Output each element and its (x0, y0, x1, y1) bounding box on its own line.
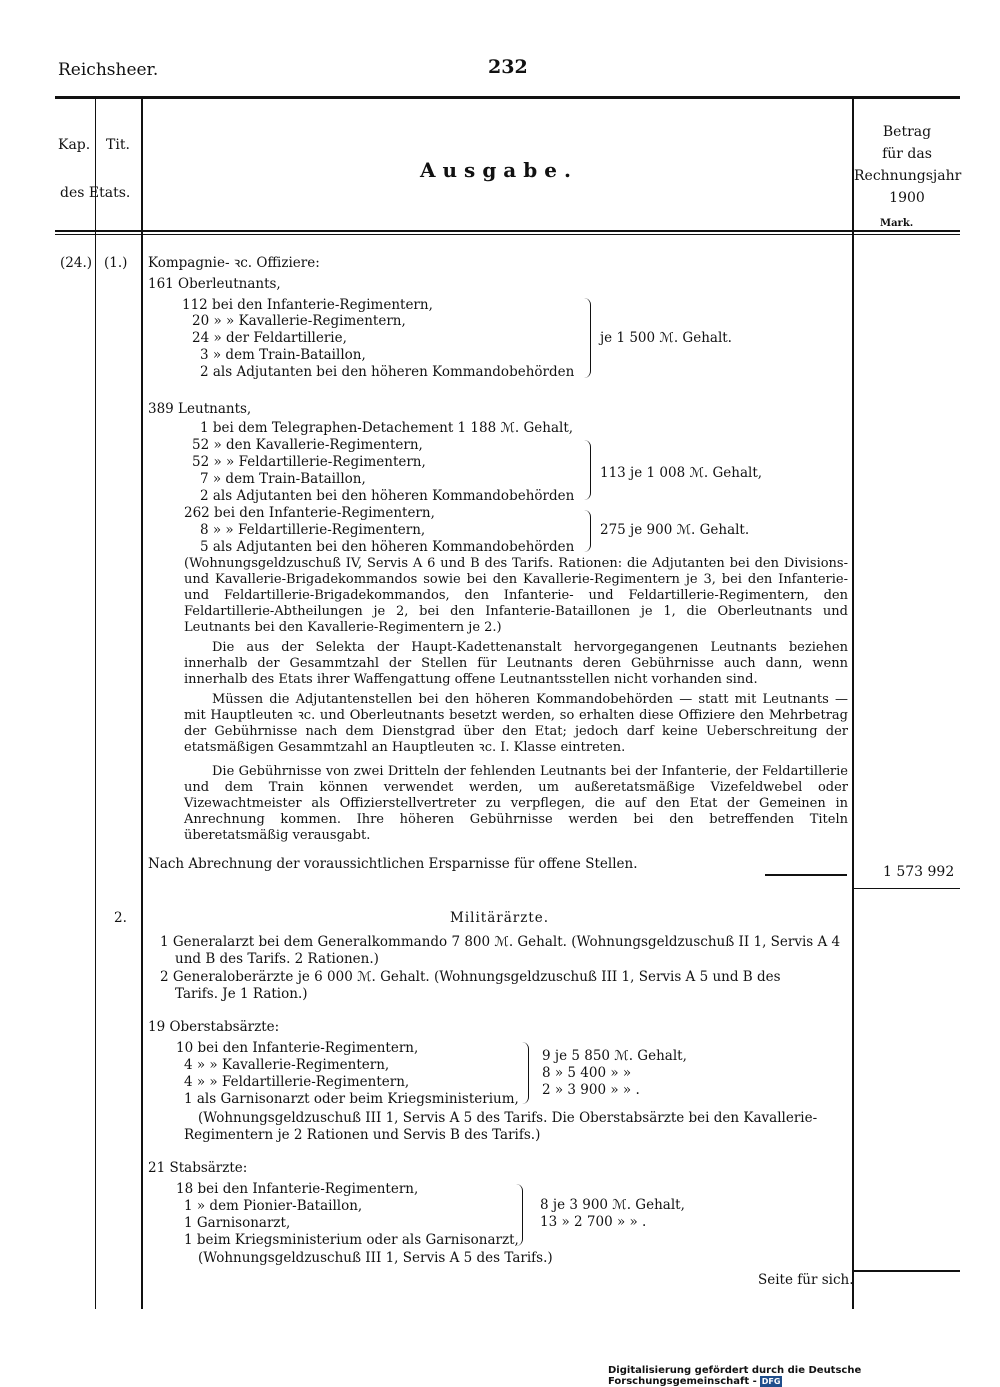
list-item: 3 » dem Train-Bataillon, (200, 347, 366, 363)
header-bottom-rule-2 (55, 234, 960, 235)
note-paragraph: Die aus der Selekta der Haupt-Kadettenanstalt hervorgegangenen Leutnants beziehen innerhalb der Gesammtzahl der Stellen für Leutnants deren Gebührnisse auch dann, wenn innerhalb des Etats ihrer Waffengattung offene Leutnantsstellen nicht vorhanden sind. (184, 640, 848, 687)
brace (584, 510, 591, 552)
generalarzt-line: 1 Generalarzt bei dem Generalkommando 7 800 ℳ. Gehalt. (Wohnungsgeldzuschuß II 1, Servis A 4 (160, 934, 841, 950)
list-item: 18 bei den Infanterie-Regimentern, (176, 1181, 419, 1197)
list-item: 5 als Adjutanten bei den höheren Kommandobehörden (200, 539, 575, 555)
col-sep-text-amount (852, 99, 854, 1309)
col-sep-tit-text (141, 99, 143, 1309)
seite-fuer-sich: Seite für sich. (758, 1272, 854, 1288)
generaloberarzt-line: Tarifs. Je 1 Ration.) (175, 986, 308, 1002)
des-etats-heading: des Etats. (60, 185, 131, 201)
oberstabsaerzte-heading: 19 Oberstabsärzte: (148, 1019, 280, 1035)
pay-text: 113 je 1 008 ℳ. Gehalt, (600, 465, 763, 481)
list-item: 2 als Adjutanten bei den höheren Kommandobehörden (200, 364, 575, 380)
betrag-line: Rechnungsjahr (854, 168, 962, 184)
list-item: 10 bei den Infanterie-Regimentern, (176, 1040, 419, 1056)
stabsaerzte-heading: 21 Stabsärzte: (148, 1160, 248, 1176)
brace (516, 1184, 523, 1246)
end-rule (854, 1270, 960, 1272)
header-bottom-rule (55, 230, 960, 232)
pay-text: 9 je 5 850 ℳ. Gehalt, (542, 1048, 687, 1064)
list-item: 24 » der Feldartillerie, (192, 330, 347, 346)
kap-heading: Kap. (58, 137, 91, 153)
pay-text: je 1 500 ℳ. Gehalt. (600, 330, 732, 346)
amount-rule (854, 888, 960, 889)
page-number: 232 (488, 56, 528, 78)
list-item: 112 bei den Infanterie-Regimentern, (182, 297, 433, 313)
list-item: 1 Garnisonarzt, (184, 1215, 291, 1231)
dfg-logo: DFG (761, 1377, 781, 1386)
list-item: 1 beim Kriegsministerium oder als Garnisonarzt, (184, 1232, 519, 1248)
betrag-line: für das (882, 146, 932, 162)
abrechnung-line: Nach Abrechnung der voraussichtlichen Ersparnisse für offene Stellen. (148, 856, 638, 872)
note-line: Regimentern je 2 Rationen und Servis B des Tarifs.) (184, 1127, 541, 1143)
col-sep-kap-tit (95, 99, 96, 1309)
list-item: 1 » dem Pionier-Bataillon, (184, 1198, 363, 1214)
leutnants-heading: 389 Leutnants, (148, 401, 252, 417)
total-amount: 1 573 992 (883, 864, 955, 880)
pay-text: 8 » 5 400 » » (542, 1065, 632, 1081)
betrag-heading (854, 121, 960, 209)
brace (522, 1042, 529, 1104)
tit-value-1: (1.) (104, 255, 128, 271)
mark-unit: Mark. (880, 218, 914, 229)
note-paragraph: Die Gebührnisse von zwei Dritteln der fehlenden Leutnants bei der Infanterie, der Feldartillerie und dem Train können verwendet werden, um außeretatsmäßige Vizefeldwebel oder Vizewachtmeister als Offizierstellvertreter zu verpflegen, die auf den Etat der Gemeinen in Anrechnung kommen. Ihre höheren Gebührnisse werden bei den betreffenden Titeln überetatsmäßig verausgabt. (184, 764, 848, 843)
list-item: 7 » dem Train-Bataillon, (200, 471, 366, 487)
list-item: 1 als Garnisonarzt oder beim Kriegsministerium, (184, 1091, 519, 1107)
footer-text: Digitalisierung gefördert durch die Deutsche Forschungsgemeinschaft - (608, 1365, 862, 1387)
generaloberarzt-line: 2 Generaloberärzte je 6 000 ℳ. Gehalt. (Wohnungsgeldzuschuß III 1, Servis A 5 und B des (160, 969, 781, 985)
generalarzt-line: und B des Tarifs. 2 Rationen.) (175, 951, 379, 967)
kap-value: (24.) (60, 255, 93, 271)
note-line: (Wohnungsgeldzuschuß III 1, Servis A 5 des Tarifs.) (198, 1250, 553, 1266)
oberleutnants-heading: 161 Oberleutnants, (148, 276, 281, 292)
pay-text: 8 je 3 900 ℳ. Gehalt, (540, 1197, 685, 1213)
note-line: (Wohnungsgeldzuschuß III 1, Servis A 5 des Tarifs. Die Oberstabsärzte bei den Kavallerie- (198, 1110, 818, 1126)
tit-heading: Tit. (106, 137, 130, 153)
list-item: 52 » den Kavallerie-Regimentern, (192, 437, 423, 453)
brace (584, 298, 591, 378)
subtotal-rule (765, 874, 847, 876)
list-item: 20 » » Kavallerie-Regimentern, (192, 313, 406, 329)
betrag-line: Betrag (882, 124, 932, 140)
list-item: 262 bei den Infanterie-Regimentern, (184, 505, 435, 521)
betrag-line: 1900 (889, 190, 925, 206)
pay-text: 2 » 3 900 » » . (542, 1082, 640, 1098)
ausgabe-heading: Ausgabe. (420, 158, 578, 182)
list-item: 52 » » Feldartillerie-Regimentern, (192, 454, 426, 470)
note-paragraph: (Wohnungsgeldzuschuß IV, Servis A 6 und B des Tarifs. Rationen: die Adjutanten bei den Divisions- und Kavallerie-Brigadekommandos sowie bei den Kavallerie-Regimentern je 3, bei den Infanterie- und Feldartillerie-Brigadekommandos, den Infanterie- und Feldartillerie-Regimentern, den Feldartillerie-Abtheilungen je 2, bei den Infanterie-Bataillonen je 1, die Oberleutnants und Leutnants bei den Kavallerie-Regimentern je 2.) (184, 556, 848, 635)
note-paragraph: Müssen die Adjutantenstellen bei den höheren Kommandobehörden — statt mit Leutnants — mit Hauptleuten ꝛc. und Oberleutnants besetzt werden, so erhalten diese Offiziere den Mehrbetrag der Gebührnisse nach dem Dienstgrad über den Etat; jedoch darf keine Ueberschreitung der etatsmäßigen Gesammtzahl an Hauptleuten ꝛc. I. Klasse eintreten. (184, 692, 848, 755)
section-title-2: Militärärzte. (450, 910, 550, 926)
list-item: 2 als Adjutanten bei den höheren Kommandobehörden (200, 488, 575, 504)
running-head: Reichsheer. (58, 60, 159, 80)
list-item: 1 bei dem Telegraphen-Detachement 1 188 ℳ. Gehalt, (200, 420, 574, 436)
list-item: 4 » » Kavallerie-Regimentern, (184, 1057, 390, 1073)
list-item: 4 » » Feldartillerie-Regimentern, (184, 1074, 410, 1090)
pay-text: 13 » 2 700 » » . (540, 1214, 647, 1230)
brace (584, 440, 591, 500)
section-title: Kompagnie- ꝛc. Offiziere: (148, 255, 320, 271)
footer-credit (608, 1365, 1000, 1387)
tit-value-2: 2. (114, 910, 127, 926)
list-item: 8 » » Feldartillerie-Regimentern, (200, 522, 426, 538)
pay-text: 275 je 900 ℳ. Gehalt. (600, 522, 750, 538)
top-rule (55, 96, 960, 99)
